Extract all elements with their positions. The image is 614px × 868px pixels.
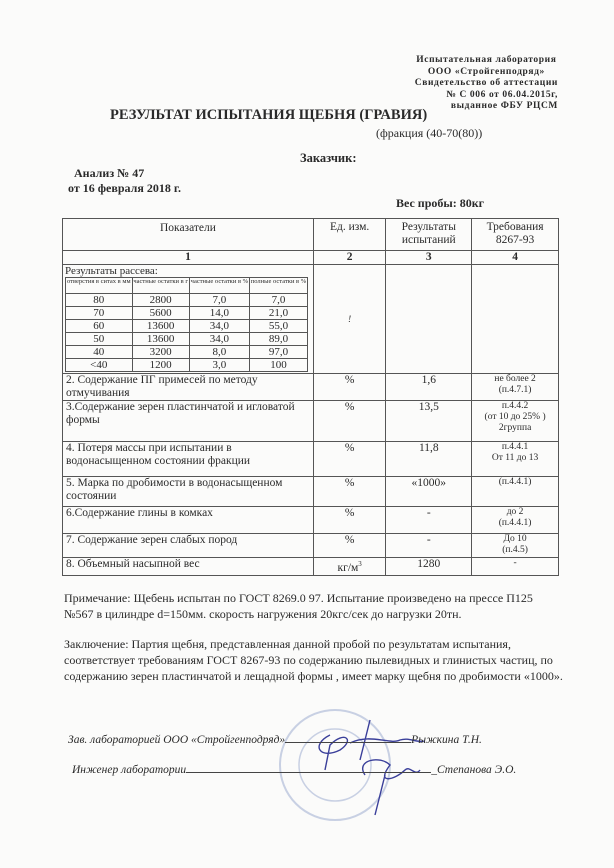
table-header-row bbox=[63, 219, 559, 251]
requirement-line: - bbox=[513, 558, 517, 568]
sieve-table-row bbox=[66, 294, 308, 307]
requirement-cell bbox=[472, 534, 559, 558]
result-value: 1280 bbox=[386, 558, 472, 576]
sieve-value: 40 bbox=[66, 346, 133, 359]
signature-name: _Степанова Э.О. bbox=[431, 764, 517, 776]
requirement-cell bbox=[472, 507, 559, 534]
sieve-value: 55,0 bbox=[249, 320, 307, 333]
table-row bbox=[63, 534, 559, 558]
sieve-header-cell: полные остатки в % bbox=[249, 278, 307, 294]
sieve-header-cell: отверстия в ситах в мм bbox=[66, 278, 133, 294]
sieve-table-row bbox=[66, 346, 308, 359]
sieve-value: 1200 bbox=[132, 359, 189, 372]
sieve-value: 89,0 bbox=[249, 333, 307, 346]
analysis-number: Анализ № 47 bbox=[74, 166, 145, 180]
table-row bbox=[63, 507, 559, 534]
sieve-row bbox=[63, 265, 559, 374]
unit-cell bbox=[313, 507, 385, 534]
signature-name: Рыжкина Т.Н. bbox=[411, 734, 482, 746]
sieve-header-row bbox=[66, 278, 308, 294]
customer-label: Заказчик: bbox=[300, 151, 357, 165]
requirement-line: До 10 bbox=[503, 534, 527, 544]
requirement-cell bbox=[472, 558, 559, 576]
header-unit: Ед. изм. bbox=[313, 219, 385, 251]
requirement-cell bbox=[472, 477, 559, 507]
sieve-value: 80 bbox=[66, 294, 133, 307]
requirement-line: не более 2 bbox=[494, 374, 536, 384]
conclusion: Заключение: Партия щебня, представленная данной пробой по результатам испытания, соответствует требованиям ГОСТ 8267-93 по содержанию пылевидных и глинистых частиц, по содержанию зерен пластинчатой и лещадной формы , имеет марку щебня по дробимости «1000». bbox=[64, 637, 563, 683]
unit: % bbox=[344, 401, 355, 413]
sieve-value: 3200 bbox=[132, 346, 189, 359]
requirement-line: 2группа bbox=[498, 423, 532, 433]
requirement-line: п.4.4.1 bbox=[501, 442, 529, 452]
table-row bbox=[63, 558, 559, 576]
fraction: (фракция (40-70(80)) bbox=[376, 126, 483, 140]
lab-header-line: Испытательная лаборатория bbox=[416, 55, 557, 65]
sieve-value: 7,0 bbox=[189, 294, 249, 307]
table-row bbox=[63, 442, 559, 477]
requirement-line: (п.4.4.1) bbox=[498, 518, 532, 528]
analysis-date: от 16 февраля 2018 г. bbox=[68, 181, 181, 195]
unit-superscript: 3 bbox=[358, 560, 362, 568]
unit-cell bbox=[313, 558, 385, 576]
indicator-name: 4. Потеря массы при испытании в водонасыщенном состоянии фракции bbox=[63, 442, 314, 477]
result-value: - bbox=[386, 507, 472, 534]
sieve-cell bbox=[63, 265, 314, 374]
sieve-table-row bbox=[66, 320, 308, 333]
unit-cell bbox=[313, 442, 385, 477]
signature-row-engineer bbox=[72, 764, 516, 776]
indicator-name: 5. Марка по дробимости в водонасыщенном состоянии bbox=[63, 477, 314, 507]
result-value: «1000» bbox=[386, 477, 472, 507]
indicator-name: 3.Содержание зерен пластинчатой и игловатой формы bbox=[63, 401, 314, 442]
header-results: Результаты испытаний bbox=[386, 219, 472, 251]
sieve-value: 70 bbox=[66, 307, 133, 320]
sieve-value: 5600 bbox=[132, 307, 189, 320]
sieve-value: 34,0 bbox=[189, 333, 249, 346]
empty-cell bbox=[472, 265, 559, 374]
column-number-row bbox=[63, 251, 559, 265]
unit-cell bbox=[313, 477, 385, 507]
result-value: - bbox=[386, 534, 472, 558]
unit: % bbox=[344, 477, 355, 489]
unit-cell bbox=[313, 374, 385, 401]
signature-role: Зав. лабораторией ООО «Стройгенподряд» bbox=[68, 734, 286, 746]
sieve-value: 97,0 bbox=[249, 346, 307, 359]
unit: % bbox=[344, 507, 355, 519]
result-value: 13,5 bbox=[386, 401, 472, 442]
unit-cell bbox=[313, 534, 385, 558]
requirement-cell bbox=[472, 401, 559, 442]
indicator-name: 7. Содержание зерен слабых пород bbox=[63, 534, 314, 558]
table-row bbox=[63, 477, 559, 507]
sieve-mark-cell bbox=[313, 265, 385, 374]
sieve-value: 60 bbox=[66, 320, 133, 333]
signature-line bbox=[186, 772, 431, 773]
unit-cell bbox=[313, 401, 385, 442]
result-value: 11,8 bbox=[386, 442, 472, 477]
header-requirements: Требования 8267-93 bbox=[472, 219, 559, 251]
indicator-name: 2. Содержание ПГ примесей по методу отмучивания bbox=[63, 374, 314, 401]
requirement-line: (п.4.7.1) bbox=[498, 385, 532, 395]
lab-header-line: № С 006 от 06.04.2015г, bbox=[446, 89, 558, 100]
requirement-line: до 2 bbox=[506, 507, 524, 517]
sieve-value: 8,0 bbox=[189, 346, 249, 359]
sieve-value: 13600 bbox=[132, 320, 189, 333]
requirement-cell bbox=[472, 374, 559, 401]
sieve-value: 100 bbox=[249, 359, 307, 372]
sieve-header-cell: частные остатки в % bbox=[189, 278, 249, 294]
results-table bbox=[62, 218, 559, 576]
sieve-value: 34,0 bbox=[189, 320, 249, 333]
signature-row-head bbox=[68, 734, 482, 746]
lab-header-line: Свидетельство об аттестации bbox=[414, 78, 558, 88]
sieve-table-row bbox=[66, 333, 308, 346]
header-indicators: Показатели bbox=[63, 219, 314, 251]
sample-weight: Вес пробы: 80кг bbox=[396, 196, 485, 210]
sieve-value: 21,0 bbox=[249, 307, 307, 320]
sieve-label: Результаты рассева: bbox=[65, 265, 158, 277]
sieve-table-row bbox=[66, 307, 308, 320]
sieve-value: 50 bbox=[66, 333, 133, 346]
requirement-line: (от 10 до 25% ) bbox=[484, 412, 546, 422]
requirement-line: п.4.4.2 bbox=[501, 401, 529, 411]
document-title: РЕЗУЛЬТАТ ИСПЫТАНИЯ ЩЕБНЯ (ГРАВИЯ) bbox=[110, 107, 428, 123]
col-number: 3 bbox=[386, 251, 472, 265]
sieve-table-row bbox=[66, 359, 308, 372]
lab-header-line: ООО «Стройгенподряд» bbox=[427, 66, 545, 77]
unit: % bbox=[344, 374, 355, 386]
sieve-header-cell: частные остатки в г bbox=[132, 278, 189, 294]
result-value: 1,6 bbox=[386, 374, 472, 401]
note: Примечание: Щебень испытан по ГОСТ 8269.0 97. Испытание произведено на прессе П125 №567 в цилиндре d=150мм. скорость нагружения 20кгс/сек до нагрузки 20тн. bbox=[64, 591, 533, 621]
table-row bbox=[63, 374, 559, 401]
unit: кг/м bbox=[337, 561, 359, 574]
signature-line bbox=[285, 742, 411, 743]
requirement-cell bbox=[472, 442, 559, 477]
sieve-value: 14,0 bbox=[189, 307, 249, 320]
sieve-value: 13600 bbox=[132, 333, 189, 346]
empty-cell bbox=[386, 265, 472, 374]
col-number: 2 bbox=[313, 251, 385, 265]
table-row bbox=[63, 401, 559, 442]
analysis-info bbox=[68, 166, 181, 196]
requirement-line: От 11 до 13 bbox=[491, 453, 539, 463]
sieve-table bbox=[65, 277, 308, 372]
sieve-value: 2800 bbox=[132, 294, 189, 307]
lab-header-line: выданное ФБУ РЦСМ bbox=[450, 101, 558, 111]
col-number: 4 bbox=[472, 251, 559, 265]
col-number: 1 bbox=[63, 251, 314, 265]
unit: % bbox=[344, 442, 355, 454]
requirement-line: (п.4.5) bbox=[502, 545, 528, 555]
sieve-mark: ! bbox=[348, 313, 352, 324]
sieve-value: 3,0 bbox=[189, 359, 249, 372]
sieve-value: 7,0 bbox=[249, 294, 307, 307]
indicator-name: 6.Содержание глины в комках bbox=[63, 507, 314, 534]
unit: % bbox=[344, 534, 355, 546]
signature-role: Инженер лаборатории bbox=[72, 764, 187, 776]
indicator-name: 8. Объемный насыпной вес bbox=[63, 558, 314, 576]
sieve-value: <40 bbox=[66, 359, 133, 372]
requirement-line: (п.4.4.1) bbox=[498, 477, 532, 487]
lab-header bbox=[415, 55, 558, 113]
